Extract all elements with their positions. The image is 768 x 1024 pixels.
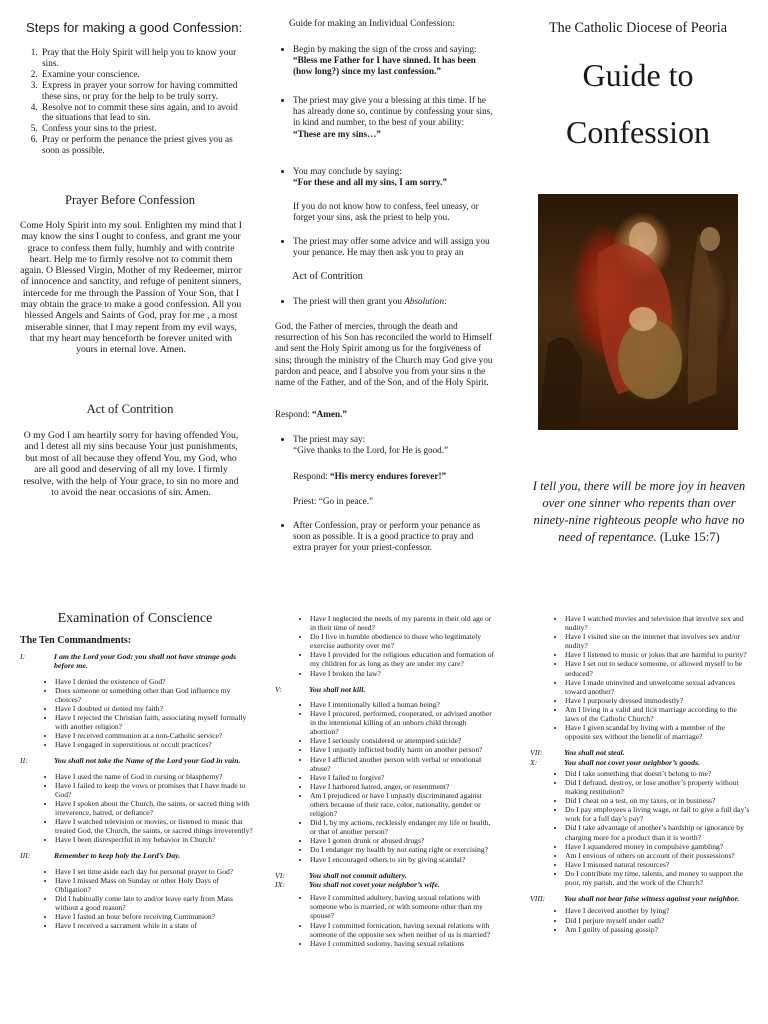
list-item: • Did I defraud, destroy, or lose another’s property without making restitution? [565,778,752,796]
commandment-2-list [37,772,256,845]
painting-shapes [538,194,738,430]
guide-bullet-bold: “These are my sins…” [293,128,381,139]
respond-label: Respond: [293,471,328,481]
list-item: • Have I set time aside each day for personal prayer to God? [55,867,256,876]
contrition-text: O my God I am heartily sorry for having offended You, and I detest all my sins because Your just punishments, but most of all because they offend You, my God, who are all good and deserving of all my love. I firmly resolve, with the help of Your grace, to sin no more and to avoid the near occasions of sin. Amen. [23,430,239,499]
commandment-9 [275,880,497,889]
brochure-title-line2: Confession [566,114,710,150]
list-item: • Have I deceived another by lying? [565,906,752,915]
guide-title: Guide for making an Individual Confession: [289,19,455,29]
list-item: • Have I listened to music or jokes that are harmful to purity? [565,650,752,659]
list-item: • Have I visited site on the internet that involves sex and/or nudity? [565,632,752,650]
scripture-quote-text: I tell you, there will be more joy in heaven over one sinner who repents than over ninety-nine righteous people who have no need of repentance. [532,479,746,544]
commandment-6-9-list-continued [547,614,752,741]
commandment-7 [530,748,752,757]
priest-label: Priest: [293,496,317,506]
commandment-3-list [37,867,256,931]
act-of-contrition-label: Act of Contrition [292,271,363,282]
guide-bullet-bold: “For these and all my sins, I am sorry.” [293,177,447,188]
guide-bullet-2 [275,95,493,140]
commandment-7-10-list [547,769,752,887]
commandment-2 [20,756,256,765]
commandment-text: You shall not commit adultery. [309,870,407,880]
list-item: • Do I contribute my time, talents, and money to support the poor, my parish, and the work of the Church? [565,869,752,887]
commandment-number: III: [20,851,31,861]
commandment-text: You shall not take the Name of the Lord your God in vain. [54,756,241,766]
commandment-text: You shall not bear false witness against your neighbor. [564,894,740,904]
brochure-title-line1: Guide to [582,57,694,93]
respond-amen [275,409,495,420]
list-item: • Have I encouraged others to sin by giving scandal? [310,855,497,864]
list-item: • Have I missed Mass on Sunday or other Holy Days of Obligation? [55,876,256,894]
commandment-number: X: [530,757,538,767]
list-item: • Have I received communion at a non-Catholic service? [55,731,256,740]
list-item: • Did I habitually come late to and/or leave early from Mass without a good reason? [55,894,256,912]
list-item: • Have I made uninvited and unwelcome sexual advances toward another? [565,678,752,696]
commandment-10 [530,758,752,767]
list-item: • Have I failed to forgive? [310,773,497,782]
list-item: • Have I committed sodomy, having sexual relations [310,939,497,948]
list-item: 3. Express in prayer your sorrow for having committed these sins, or pray for the help to be truly sorry. [40,81,248,103]
commandment-text: You shall not covet your neighbor’s goods. [564,757,700,767]
guide-bullet-bold: “Bless me Father for I have sinned. It has been (how long?) since my last confession.” [293,55,476,77]
list-item: 6. Pray or perform the penance the priest gives you as soon as possible. [40,135,248,157]
commandment-5 [275,685,497,694]
prodigal-son-painting-image [538,194,738,430]
commandment-4-list [292,614,497,678]
list-item: • Have I set out to seduce someone, or allowed myself to be seduced? [565,659,752,677]
exam-middle-column [275,614,497,948]
guide-bullet-6 [275,434,493,456]
list-item: • Have I watched movies and television that involve sex and nudity? [565,614,752,632]
commandment-8 [530,894,752,903]
guide-bullet-text: • After Confession, pray or perform your penance as soon as possible. It is a good practice to pray and extra prayer for your priest-confessor. [293,520,493,554]
list-item: • Do I endanger my health by not eating right or exercising? [310,845,497,854]
list-item: • Am I living in a valid and licit marriage according to the laws of the Catholic Church? [565,705,752,723]
commandment-text: Remember to keep holy the Lord’s Day. [54,851,181,861]
list-item: • Have I neglected the needs of my parents in their old age or in their time of need? [310,614,497,632]
respond-bold: “His mercy endures forever!” [330,471,447,481]
absolution-label: Absolution: [404,296,448,306]
list-item: • Am I guilty of passing gossip? [565,925,752,934]
list-item: • Have I denied the existence of God? [55,677,256,686]
list-item: • Have I intentionally killed a human being? [310,700,497,709]
absolution-text: God, the Father of mercies, through the death and resurrection of his Son has reconciled the world to Himself and sent the Holy Spirit among us for the forgiveness of sins; through the ministry of the Church may God give you pardon and peace, and I absolve you from your sins n the name of the Father, and of the Son, and of the Holy Spirit. [275,321,493,388]
list-item: • Does someone or something other than God influence my choices? [55,686,256,704]
prayer-text: Come Holy Spirit into my soul. Enlighten my mind that I may know the sins I ought to confess, and grant me your grace to confess them fully, humbly and with contrite heart. Help me to firmly resolve not to commit them again. O Blessed Virgin, Mother of my Redeemer, mirror of innocence and sanctity, and refuge of penitent sinners, intercede for me through the Passion of Your Son, that I may obtain the grace to make a good confession. All you blessed Angels and Saints of God, pray for me , a most miserable sinner, that I may repent from my evil ways, that my heart may henceforth be forever united with yours in eternal love. Amen. [20,220,242,356]
list-item: 2. Examine your conscience. [40,70,248,81]
exam-left-column [20,652,256,930]
commandment-number: II: [20,756,28,766]
guide-bullet-quote: “Give thanks to the Lord, for He is good.” [293,445,449,456]
commandment-6 [275,871,497,880]
respond-mercy [293,471,493,482]
commandment-8-list [547,906,752,933]
list-item: • Have I rejected the Christian faith, associating myself formally with another religion? [55,713,256,731]
respond-label: Respond: [275,409,310,419]
commandment-number: I: [20,652,26,661]
guide-bullet-4 [275,236,493,258]
guide-bullet-7 [275,520,493,554]
steps-list [10,48,248,157]
list-item: • Have I given scandal by living with a member of the opposite sex without the benefit of marriage? [565,723,752,741]
list-item: • Have I afflicted another person with verbal or emotional abuse? [310,755,497,773]
list-item: • Did I perjure myself under oath? [565,916,752,925]
list-item: • Have I provided for the religious education and formation of my children for as long as they are under my care? [310,650,497,668]
priest-quote: “Go in peace.” [318,496,374,506]
commandment-text: I am the Lord your God: you shall not have strange gods before me. [54,652,237,671]
guide-bullet-text: • The priest may offer some advice and will assign you your penance. He may then ask you to pray an [293,236,493,258]
commandment-1-list [37,677,256,750]
list-item: • Did I take something that doesn’t belong to me? [565,769,752,778]
list-item: • Have I procured, performed, cooperated, or advised another in the intentional killing of an unborn child through abortion? [310,709,497,736]
scripture-quote [526,478,752,546]
list-item: • Have I received a sacrament while in a state of [55,921,256,930]
list-item: • Am I prejudiced or have I unjustly discriminated against others because of their race, color, nationality, gender or religion? [310,791,497,818]
list-item: • Have I committed fornication, having sexual relations with someone of the opposite sex when neither of us is married? [310,921,497,939]
list-item: • Have I gotten drunk or abused drugs? [310,836,497,845]
list-item: • Have I failed to keep the vows or promises that I have made to God? [55,781,256,799]
commandment-number: V: [275,684,282,694]
list-item: • Did I cheat on a test, on my taxes, or in business? [565,796,752,805]
exam-right-column [530,614,752,934]
commandment-text: You shall not covet your neighbor’s wife. [309,879,440,889]
list-item: • Have I unjustly inflicted bodily harm on another person? [310,745,497,754]
commandment-number: VII: [530,748,543,758]
commandment-text: You shall not steal. [564,748,625,758]
guide-bullet-1 [275,44,493,78]
scripture-reference: (Luke 15:7) [659,530,720,544]
guide-bullet-5 [275,296,493,307]
list-item: • Have I fasted an hour before receiving Communion? [55,912,256,921]
guide-bullet-text: The priest will then grant you [293,296,402,306]
list-item: 1. Pray that the Holy Spirit will help you to know your sins. [40,48,248,70]
list-item: 5. Confess your sins to the priest. [40,124,248,135]
list-item: • Have I broken the law? [310,669,497,678]
list-item: • Have I purposely dressed immodestly? [565,696,752,705]
prayer-title: Prayer Before Confession [64,193,196,207]
guide-bullet-3 [275,166,493,188]
steps-title: Steps for making a good Confession: [26,20,243,35]
list-item: • Do I pay employees a living wage, or fail to give a full day’s work for a full day’s pay? [565,805,752,823]
guide-bullet-text: The priest may say: [293,434,366,444]
list-item: • Did I take advantage of another’s hardship or ignorance by charging more for a product than it is worth? [565,823,752,841]
list-item: • Have I committed adultery, having sexual relations with someone who is married, or with someone other than my spouse? [310,893,497,920]
commandment-text: You shall not kill. [309,684,366,694]
list-item: • Have I watched television or movies, or listened to music that treated God, the Church, the saints, or sacred things irreverently? [55,817,256,835]
commandments-subtitle: The Ten Commandments: [20,635,132,646]
list-item: • Did I, by my actions, recklessly endanger my life or health, or that of another person? [310,818,497,836]
list-item: • Have I spoken about the Church, the saints, or sacred thing with irreverence, hatred, or defiance? [55,799,256,817]
list-item: • Am I envious of others on account of their possessions? [565,851,752,860]
commandment-number: VIII: [530,894,546,904]
commandment-6-9-list [292,893,497,948]
list-item: • Have I engaged in superstitious or occult practices? [55,740,256,749]
list-item: • Have I doubted or denied my faith? [55,704,256,713]
commandment-number: VI: [275,870,285,880]
list-item: • Have I seriously considered or attempted suicide? [310,736,497,745]
list-item: • Have I misused natural resources? [565,860,752,869]
exam-title: Examination of Conscience [57,611,213,626]
respond-bold: “Amen.” [312,409,347,419]
list-item: • Have I harbored hatred, anger, or resentment? [310,782,497,791]
list-item: • Have I used the name of God in cursing or blasphemy? [55,772,256,781]
priest-peace [293,496,493,507]
commandment-1 [20,652,256,671]
guide-bullet-text: You may conclude by saying: [293,166,402,176]
list-item: • Have I squandered money in compulsive gambling? [565,842,752,851]
commandment-5-list [292,700,497,864]
list-item: 4. Resolve not to commit these sins again, and to avoid the situations that lead to sin. [40,103,248,125]
commandment-3 [20,851,256,860]
list-item: • Have I been disrespectful in my behavior in Church? [55,835,256,844]
diocese-name: The Catholic Diocese of Peoria [548,20,728,36]
guide-bullet-text: Begin by making the sign of the cross and saying: [293,44,477,54]
guide-bullet-text: The priest may give you a blessing at this time. If he has already done so, continue by confessing your sins, in kind and number, to the best of your ability: [293,95,493,128]
list-item: • Do I live in humble obedience to those who legitimately exercise authority over me? [310,632,497,650]
forget-paragraph: If you do not know how to confess, feel uneasy, or forget your sins, ask the priest to help you. [293,201,479,223]
contrition-title: Act of Contrition [86,402,174,416]
commandment-number: IX: [275,879,285,889]
steps-list-container [10,48,248,157]
